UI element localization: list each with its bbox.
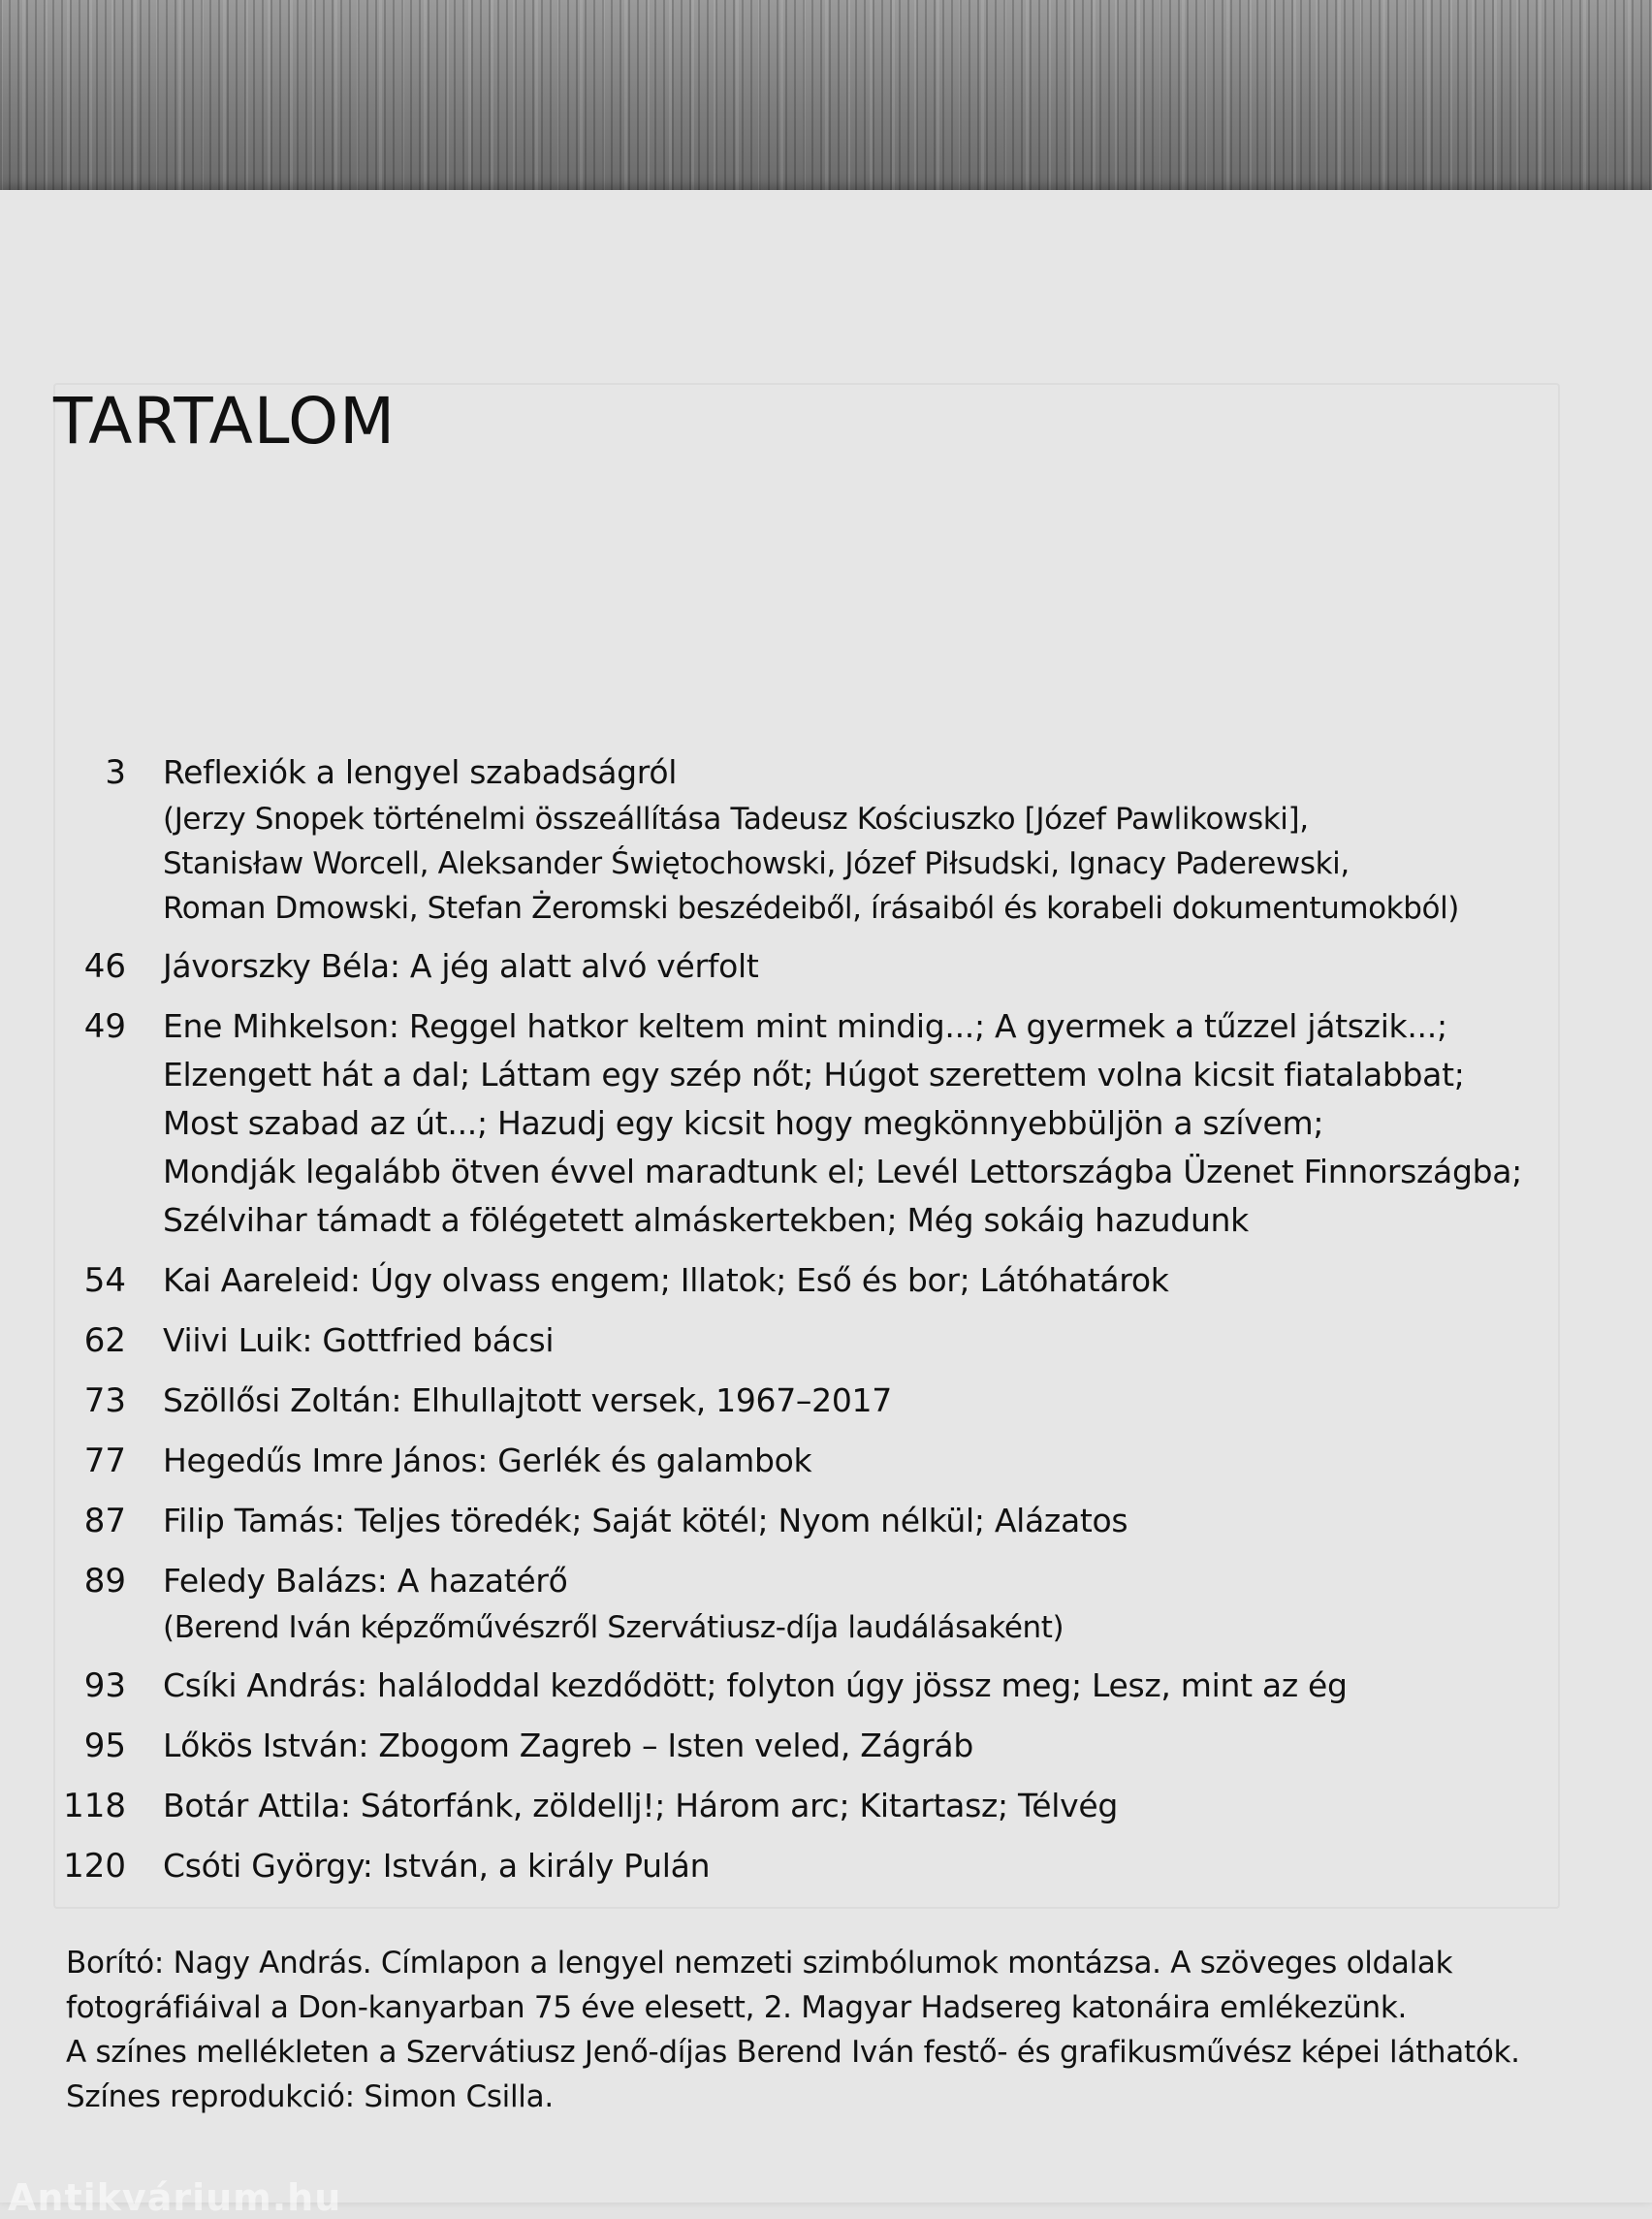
toc-entry xyxy=(58,1316,1571,1365)
toc-entry-text xyxy=(163,748,1571,931)
toc-page-number: 49 xyxy=(83,1007,126,1046)
credits-line: fotográfiáival a Don-kanyarban 75 éve elesett, 2. Magyar Hadsereg katonáira emlékezünk. xyxy=(66,1990,1408,2025)
toc-entry-line: Szöllősi Zoltán: Elhullajtott versek, 1967–2017 xyxy=(163,1381,892,1419)
toc-entry-line: Kai Aareleid: Úgy olvass engem; Illatok; Eső és bor; Látóhatárok xyxy=(163,1261,1169,1299)
toc-page-number: 77 xyxy=(83,1442,126,1480)
toc-page-number: 120 xyxy=(63,1847,126,1886)
toc-entry-text xyxy=(163,1722,1571,1770)
credits-line: Színes reprodukció: Simon Csilla. xyxy=(66,2079,554,2114)
toc-entry-text xyxy=(163,1437,1571,1485)
toc-page-number: 87 xyxy=(83,1502,126,1540)
toc-entry-note: (Jerzy Snopek történelmi összeállítása Tadeusz Kościuszko [Józef Pawlikowski], xyxy=(163,802,1309,837)
toc-entry-line: Ene Mihkelson: Reggel hatkor keltem mint mindig...; A gyermek a tűzzel játszik...; xyxy=(163,1007,1447,1045)
toc-page-number: 89 xyxy=(83,1562,126,1601)
toc-entry-note: (Berend Iván képzőművészről Szervátiusz-díja laudálásaként) xyxy=(163,1610,1064,1645)
toc-entry-text xyxy=(163,1557,1571,1650)
toc-entry xyxy=(58,1437,1571,1485)
credits-footer xyxy=(66,1941,1607,2119)
toc-entry-text xyxy=(163,1256,1571,1305)
toc-page-number: 95 xyxy=(83,1727,126,1765)
toc-entry xyxy=(58,942,1571,991)
watermark-text: Antikvárium.hu xyxy=(8,2176,342,2219)
toc-entry-text xyxy=(163,1002,1571,1245)
credits-line: A színes mellékleten a Szervátiusz Jenő-díjas Berend Iván festő- és grafikusművész képei láthatók. xyxy=(66,2035,1520,2070)
toc-entry-line: Reflexiók a lengyel szabadságról xyxy=(163,753,678,791)
page-title: TARTALOM xyxy=(53,384,397,459)
toc-entry-note: Roman Dmowski, Stefan Żeromski beszédeiből, írásaiból és korabeli dokumentumokból) xyxy=(163,891,1459,926)
toc-entry xyxy=(58,1256,1571,1305)
toc-entry-line: Elzengett hát a dal; Láttam egy szép nőt; Húgot szerettem volna kicsit fiatalabbat; xyxy=(163,1056,1465,1094)
toc-entry-text xyxy=(163,1842,1571,1890)
toc-entry-text xyxy=(163,1316,1571,1365)
wooden-table-background xyxy=(0,0,1652,194)
credits-line: Borító: Nagy András. Címlapon a lengyel nemzeti szimbólumok montázsa. A szöveges oldalak xyxy=(66,1946,1453,1981)
toc-entry xyxy=(58,1557,1571,1650)
toc-entry-text xyxy=(163,1497,1571,1545)
toc-entry-line: Csóti György: István, a király Pulán xyxy=(163,1847,711,1885)
toc-entry-text xyxy=(163,1377,1571,1425)
toc-entry-line: Csíki András: haláloddal kezdődött; folyton úgy jössz meg; Lesz, mint az ég xyxy=(163,1666,1348,1704)
toc-entry-line: Most szabad az út...; Hazudj egy kicsit hogy megkönnyebbüljön a szívem; xyxy=(163,1104,1324,1142)
toc-page-number: 62 xyxy=(83,1321,126,1360)
toc-page-number: 93 xyxy=(83,1666,126,1705)
toc-entry-line: Feledy Balázs: A hazatérő xyxy=(163,1562,568,1600)
toc-entry-note: Stanisław Worcell, Aleksander Świętochowski, Józef Piłsudski, Ignacy Paderewski, xyxy=(163,846,1350,881)
toc-entry-line: Mondják legalább ötven évvel maradtunk el; Levél Lettországba Üzenet Finnországba; xyxy=(163,1153,1522,1190)
toc-page-number: 118 xyxy=(63,1787,126,1825)
toc-entry xyxy=(58,1377,1571,1425)
toc-entry-text xyxy=(163,942,1571,991)
toc-entry xyxy=(58,748,1571,931)
toc-page-number: 54 xyxy=(83,1261,126,1300)
toc-page-number: 73 xyxy=(83,1381,126,1420)
toc-entry-line: Szélvihar támadt a fölégetett almáskertekben; Még sokáig hazudunk xyxy=(163,1201,1249,1239)
toc-entry xyxy=(58,1497,1571,1545)
table-of-contents xyxy=(58,748,1571,1902)
toc-entry xyxy=(58,1722,1571,1770)
toc-entry-line: Jávorszky Béla: A jég alatt alvó vérfolt xyxy=(163,947,759,985)
toc-entry-text xyxy=(163,1662,1571,1710)
toc-entry-line: Lőkös István: Zbogom Zagreb – Isten veled, Zágráb xyxy=(163,1727,974,1764)
toc-entry-line: Filip Tamás: Teljes töredék; Saját kötél; Nyom nélkül; Alázatos xyxy=(163,1502,1128,1539)
toc-page-number: 46 xyxy=(83,947,126,986)
toc-entry-line: Hegedűs Imre János: Gerlék és galambok xyxy=(163,1442,812,1479)
toc-entry xyxy=(58,1002,1571,1245)
toc-entry-text xyxy=(163,1782,1571,1830)
toc-entry xyxy=(58,1782,1571,1830)
toc-entry-line: Botár Attila: Sátorfánk, zöldellj!; Három arc; Kitartasz; Télvég xyxy=(163,1787,1119,1824)
toc-page-number: 3 xyxy=(105,753,126,792)
toc-entry-line: Viivi Luik: Gottfried bácsi xyxy=(163,1321,555,1359)
toc-entry xyxy=(58,1842,1571,1890)
toc-entry xyxy=(58,1662,1571,1710)
